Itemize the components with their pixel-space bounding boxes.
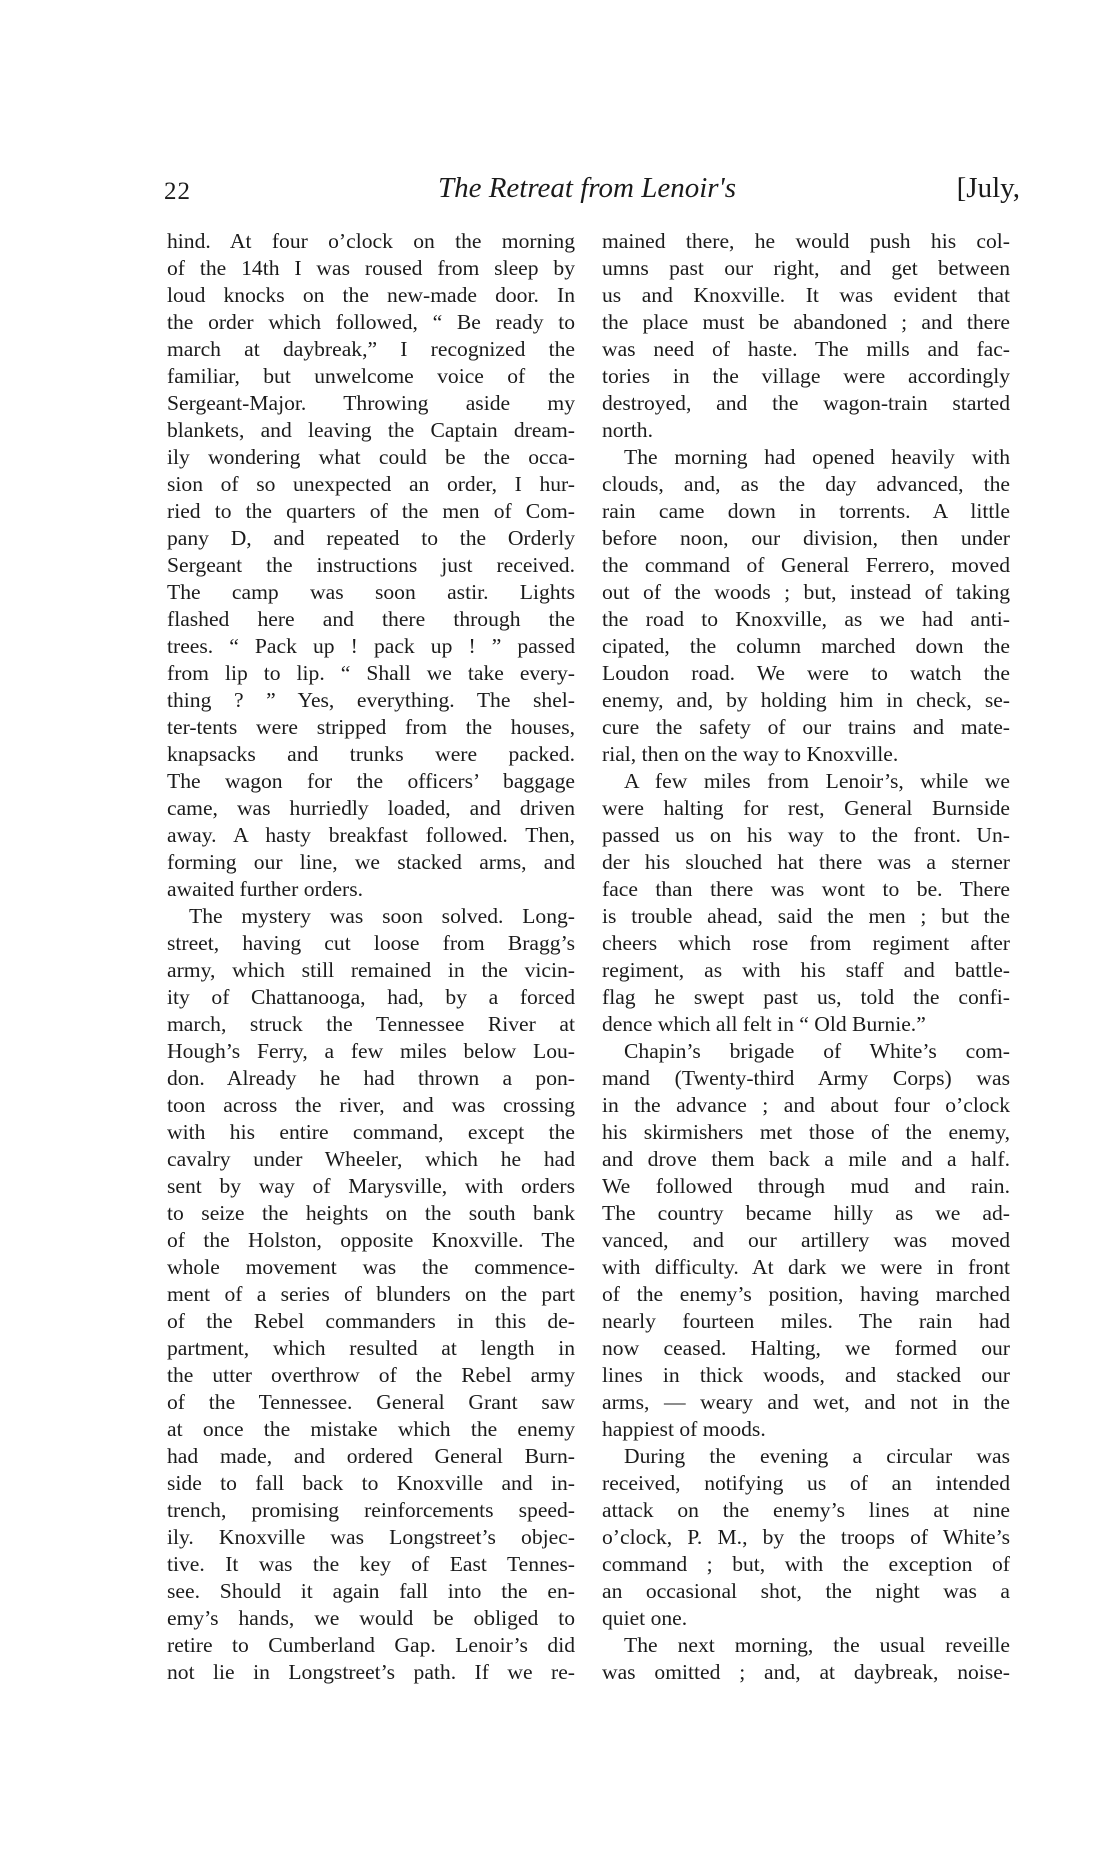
text-line: The morning had opened heavily with <box>624 445 1010 469</box>
text-line: us and Knoxville. It was evident that <box>602 283 1010 307</box>
text-line: The mystery was soon solved. Long- <box>189 904 575 928</box>
text-line: regiment, as with his staff and battle- <box>602 958 1010 982</box>
running-title: The Retreat from Lenoir's <box>437 172 737 204</box>
text-line: of the enemy’s position, having marched <box>602 1282 1010 1306</box>
text-line: march, struck the Tennessee River at <box>167 1012 575 1036</box>
text-line: hind. At four o’clock on the morning <box>167 229 575 253</box>
text-line: were halting for rest, General Burnside <box>602 796 1010 820</box>
paragraph <box>167 228 575 903</box>
text-line: side to fall back to Knoxville and in- <box>167 1471 575 1495</box>
text-line: passed us on his way to the front. Un- <box>602 823 1010 847</box>
text-line: out of the woods ; but, instead of taking <box>602 580 1010 604</box>
text-line: and drove them back a mile and a half. <box>602 1147 1010 1171</box>
text-line: at once the mistake which the enemy <box>167 1417 575 1441</box>
text-line: The wagon for the officers’ baggage <box>167 769 575 793</box>
text-line: nearly fourteen miles. The rain had <box>602 1309 1010 1333</box>
text-line: We followed through mud and rain. <box>602 1174 1010 1198</box>
text-line: ily wondering what could be the occa- <box>167 445 575 469</box>
text-line: the road to Knoxville, as we had anti- <box>602 607 1010 631</box>
text-line: received, notifying us of an intended <box>602 1471 1010 1495</box>
text-line: see. Should it again fall into the en- <box>167 1579 575 1603</box>
text-line: thing ? ” Yes, everything. The shel- <box>167 688 575 712</box>
text-line: not lie in Longstreet’s path. If we re- <box>167 1660 575 1684</box>
text-line: Hough’s Ferry, a few miles below Lou- <box>167 1039 575 1063</box>
text-line: dence which all felt in “ Old Burnie.” <box>602 1012 926 1036</box>
text-line: army, which still remained in the vicin- <box>167 958 575 982</box>
text-line: Chapin’s brigade of White’s com- <box>624 1039 1010 1063</box>
text-line: sent by way of Marysville, with orders <box>167 1174 575 1198</box>
text-line: mand (Twenty-third Army Corps) was <box>602 1066 1010 1090</box>
text-line: forming our line, we stacked arms, and <box>167 850 575 874</box>
text-line: don. Already he had thrown a pon- <box>167 1066 575 1090</box>
text-line: now ceased. Halting, we formed our <box>602 1336 1010 1360</box>
text-line: face than there was wont to be. There <box>602 877 1010 901</box>
text-line: ter-tents were stripped from the houses, <box>167 715 575 739</box>
issue-month: [July, <box>956 172 1020 204</box>
text-line: ily. Knoxville was Longstreet’s objec- <box>167 1525 575 1549</box>
text-line: flashed here and there through the <box>167 607 575 631</box>
text-line: rial, then on the way to Knoxville. <box>602 742 899 766</box>
text-line: happiest of moods. <box>602 1417 766 1441</box>
text-line: enemy, and, by holding him in check, se- <box>602 688 1010 712</box>
text-line: was omitted ; and, at daybreak, noise- <box>602 1660 1010 1684</box>
text-line: The country became hilly as we ad- <box>602 1201 1010 1225</box>
text-line: with difficulty. At dark we were in front <box>602 1255 1010 1279</box>
text-line: command ; but, with the exception of <box>602 1552 1010 1576</box>
text-line: arms, — weary and wet, and not in the <box>602 1390 1010 1414</box>
paragraph <box>167 903 575 1686</box>
text-line: from lip to lip. “ Shall we take every- <box>167 661 575 685</box>
text-column-right <box>602 228 1010 1686</box>
text-line: ried to the quarters of the men of Com- <box>167 499 575 523</box>
text-line: umns past our right, and get between <box>602 256 1010 280</box>
text-line: was need of haste. The mills and fac- <box>602 337 1010 361</box>
text-line: der his slouched hat there was a sterner <box>602 850 1010 874</box>
page-number: 22 <box>164 178 191 205</box>
text-line: blankets, and leaving the Captain dream- <box>167 418 575 442</box>
text-line: the utter overthrow of the Rebel army <box>167 1363 575 1387</box>
text-line: the place must be abandoned ; and there <box>602 310 1010 334</box>
text-line: the command of General Ferrero, moved <box>602 553 1010 577</box>
text-line: cavalry under Wheeler, which he had <box>167 1147 575 1171</box>
text-line: trench, promising reinforcements speed- <box>167 1498 575 1522</box>
text-line: ity of Chattanooga, had, by a forced <box>167 985 575 1009</box>
text-line: ment of a series of blunders on the part <box>167 1282 575 1306</box>
text-line: destroyed, and the wagon-train started <box>602 391 1010 415</box>
text-line: o’clock, P. M., by the troops of White’s <box>602 1525 1010 1549</box>
text-line: the order which followed, “ Be ready to <box>167 310 575 334</box>
text-line: had made, and ordered General Burn- <box>167 1444 575 1468</box>
text-line: tories in the village were accordingly <box>602 364 1010 388</box>
text-line: of the 14th I was roused from sleep by <box>167 256 575 280</box>
text-line: flag he swept past us, told the confi- <box>602 985 1010 1009</box>
text-line: of the Holston, opposite Knoxville. The <box>167 1228 575 1252</box>
text-line: rain came down in torrents. A little <box>602 499 1010 523</box>
text-line: with his entire command, except the <box>167 1120 575 1144</box>
text-line: of the Tennessee. General Grant saw <box>167 1390 575 1414</box>
paragraph <box>602 444 1010 768</box>
text-line: cipated, the column marched down the <box>602 634 1010 658</box>
page-header <box>164 172 1020 212</box>
text-line: tive. It was the key of East Tennes- <box>167 1552 575 1576</box>
text-line: loud knocks on the new-made door. In <box>167 283 575 307</box>
text-line: before noon, our division, then under <box>602 526 1010 550</box>
text-line: sion of so unexpected an order, I hur- <box>167 472 575 496</box>
text-line: came, was hurriedly loaded, and driven <box>167 796 575 820</box>
text-line: is trouble ahead, said the men ; but the <box>602 904 1010 928</box>
text-line: The next morning, the usual reveille <box>624 1633 1010 1657</box>
text-line: whole movement was the commence- <box>167 1255 575 1279</box>
text-column-left <box>167 228 575 1686</box>
text-line: retire to Cumberland Gap. Lenoir’s did <box>167 1633 575 1657</box>
text-line: knapsacks and trunks were packed. <box>167 742 575 766</box>
text-line: awaited further orders. <box>167 877 364 901</box>
text-line: familiar, but unwelcome voice of the <box>167 364 575 388</box>
text-line: his skirmishers met those of the enemy, <box>602 1120 1010 1144</box>
text-line: A few miles from Lenoir’s, while we <box>624 769 1010 793</box>
text-line: toon across the river, and was crossing <box>167 1093 575 1117</box>
text-line: cheers which rose from regiment after <box>602 931 1010 955</box>
text-line: lines in thick woods, and stacked our <box>602 1363 1010 1387</box>
text-line: cure the safety of our trains and mate- <box>602 715 1010 739</box>
text-line: The camp was soon astir. Lights <box>167 580 575 604</box>
text-line: partment, which resulted at length in <box>167 1336 575 1360</box>
text-line: an occasional shot, the night was a <box>602 1579 1010 1603</box>
text-line: march at daybreak,” I recognized the <box>167 337 575 361</box>
text-line: to seize the heights on the south bank <box>167 1201 575 1225</box>
paragraph <box>602 768 1010 1038</box>
paragraph <box>602 228 1010 444</box>
text-line: away. A hasty breakfast followed. Then, <box>167 823 575 847</box>
text-line: Sergeant the instructions just received. <box>167 553 575 577</box>
text-line: Sergeant-Major. Throwing aside my <box>167 391 575 415</box>
text-line: vanced, and our artillery was moved <box>602 1228 1010 1252</box>
text-line: pany D, and repeated to the Orderly <box>167 526 575 550</box>
text-line: During the evening a circular was <box>624 1444 1010 1468</box>
text-line: north. <box>602 418 653 442</box>
text-line: of the Rebel commanders in this de- <box>167 1309 575 1333</box>
text-line: emy’s hands, we would be obliged to <box>167 1606 575 1630</box>
text-line: mained there, he would push his col- <box>602 229 1010 253</box>
paragraph <box>602 1038 1010 1443</box>
text-line: in the advance ; and about four o’clock <box>602 1093 1010 1117</box>
paragraph <box>602 1443 1010 1632</box>
text-line: trees. “ Pack up ! pack up ! ” passed <box>167 634 575 658</box>
text-line: Loudon road. We were to watch the <box>602 661 1010 685</box>
text-line: attack on the enemy’s lines at nine <box>602 1498 1010 1522</box>
text-line: street, having cut loose from Bragg’s <box>167 931 575 955</box>
text-line: quiet one. <box>602 1606 688 1630</box>
paragraph <box>602 1632 1010 1686</box>
text-line: clouds, and, as the day advanced, the <box>602 472 1010 496</box>
